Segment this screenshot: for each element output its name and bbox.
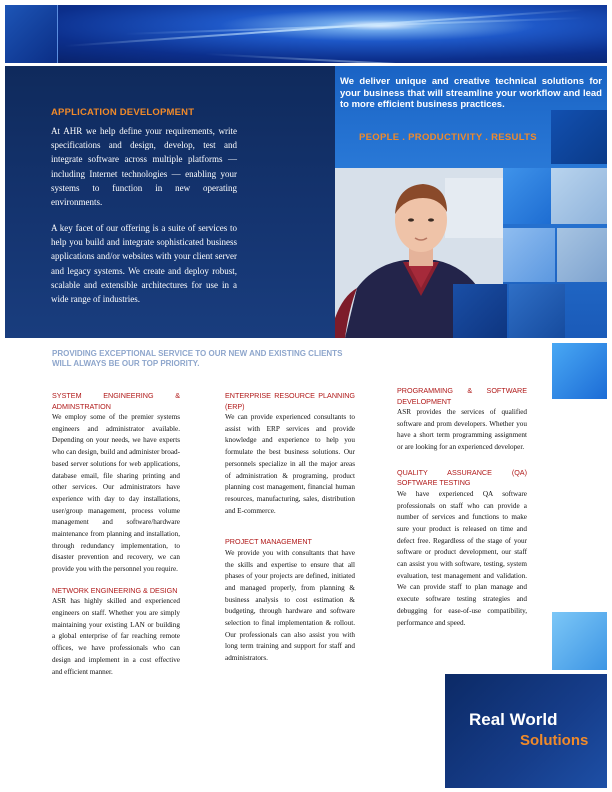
intro-statement: PROVIDING EXCEPTIONAL SERVICE TO OUR NEW AND EXISTING CLIENTS WILL ALWAYS BE OUR TOP PRIORITY. bbox=[52, 349, 343, 368]
hero-slogan: PEOPLE . PRODUCTIVITY . RESULTS bbox=[359, 132, 537, 143]
section-body-erp: We can provide experienced consultants to assist with ERP services and provide knowledge and experience to help you formulate the best business solutions. Our personnels specialize in all the major areas of administration & programing, product planning cost management, financial human resources, manufacturing, sales, distribution and E-commerce. bbox=[225, 413, 355, 515]
decor-tile bbox=[551, 168, 607, 224]
hero-heading: APPLICATION DEVELOPMENT bbox=[51, 107, 195, 118]
hero-image-panel bbox=[335, 66, 607, 338]
logo-line-1: Real World bbox=[469, 710, 558, 729]
logo-line-2: Solutions bbox=[520, 732, 589, 749]
decor-tile bbox=[509, 284, 565, 338]
decor-tile bbox=[551, 110, 607, 164]
hero-text-panel bbox=[5, 66, 335, 338]
section-title-programming: PROGRAMMING & SOFTWARE DEVELOPMENT bbox=[397, 386, 527, 406]
decor-tile bbox=[503, 168, 551, 224]
decor-tile bbox=[503, 228, 555, 282]
section-body-systems-engineering: We employ some of the premier systems engineers and administrator available. Depending on your needs, we have experts who can design, build and administer broad- based server solutions for web applications, database email, file sharing printing and other services. Our administrators have experience with day to day installations, user/group management, process volume management and software/hardware maintenance from planning and installation, through redundancy implementation, to disaster prevention and recovery, we can provide you with the personnel you require. bbox=[52, 413, 180, 574]
light-streak bbox=[125, 17, 585, 35]
section-body-network-engineering: ASR has highly skilled and experienced engineers on staff. Whether you are simply maintaining your existing LAN or building a global enterprise of far reaching remote offices, we have professionals who can design and implement in a cost effective and efficient manner. bbox=[52, 597, 180, 676]
header-banner bbox=[5, 5, 607, 63]
section-title-project-management: PROJECT MANAGEMENT bbox=[225, 537, 312, 547]
column-left bbox=[52, 391, 180, 678]
light-streak bbox=[205, 53, 585, 63]
hero-tagline: We deliver unique and creative technical solutions for your business that will streamline your workflow and lead to more efficient business practices. bbox=[340, 76, 602, 110]
section-body-project-management: We provide you with consultants that have the skills and expertise to ensure that all phases of your projects are defined, initiated and managed properly, from planning & business analysis to cost estimation & budgeting, through hardware and software selection to final implementation & rollout. Our professionals can also assist you with long term training and support for staff and administrators. bbox=[225, 548, 355, 663]
decor-tile bbox=[552, 612, 607, 670]
banner-square bbox=[5, 5, 58, 63]
section-title-erp: ENTERPRISE RESOURCE PLANNING (ERP) bbox=[225, 391, 355, 411]
hero-paragraph-1: At AHR we help define your requirements, write specifications and design, develop, test and integrate software across multiple platforms — including Internet technologies — enabling your systems to function in new operating environments. bbox=[51, 126, 237, 208]
section-title-systems-engineering: SYSTEM ENGINEERING & ADMINSTRATION bbox=[52, 391, 180, 411]
column-right bbox=[397, 386, 527, 629]
column-middle bbox=[225, 391, 355, 665]
section-body-qa: We have experienced QA software professionals on staff who can provide a number of services and functions to make sure your product is released on time and defect free. Regardless of the stage of your software or product development, our staff can assist you with software, testing, system evaluation, test management and validation. We can provide staff to plan manage and execute software testing strategies and debugging for ease-of-use compatibility, performance and speed. bbox=[397, 489, 527, 627]
decor-tile bbox=[552, 343, 607, 399]
decor-tile bbox=[557, 228, 607, 282]
decor-tile bbox=[453, 284, 507, 338]
section-body-programming: ASR provides the services of qualified software and prom developers. Whether you have a short term programming assignment or are looking for an experienced developer. bbox=[397, 408, 527, 452]
section-title-qa: QUALITY ASSURANCE (QA) SOFTWARE TESTING bbox=[397, 467, 527, 488]
company-logo bbox=[445, 674, 607, 788]
section-title-network-engineering: NETWORK ENGINEERING & DESIGN bbox=[52, 585, 178, 595]
hero-paragraph-2: A key facet of our offering is a suite of services to help you build and integrate sophisticated business applications and/or websites with your client server and legacy systems. We create and deploy robust, scalable and extensible architectures for use in a wide range of industries. bbox=[51, 223, 237, 305]
